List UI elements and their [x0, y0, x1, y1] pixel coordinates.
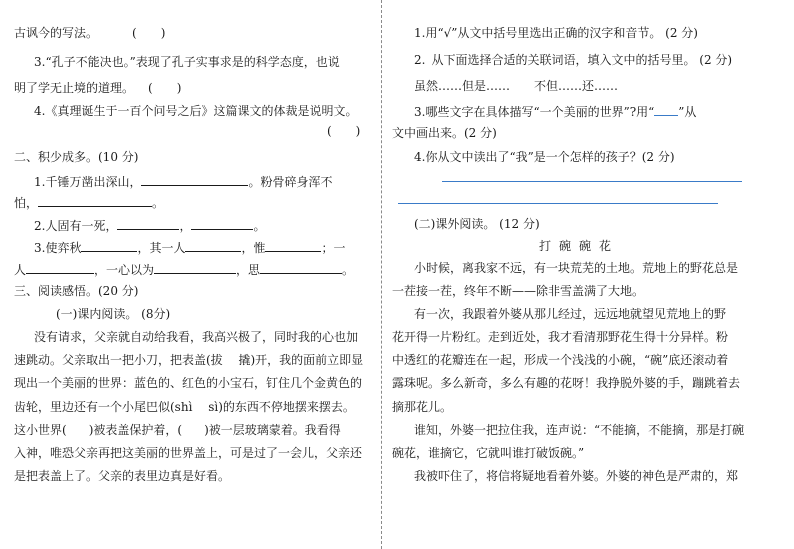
text: ， — [179, 219, 192, 233]
text: 3.哪些文字在具体描写“一个美丽的世界”?用“ — [414, 105, 655, 119]
passage-line: 有一次，我跟着外婆从那儿经过，远远地就望见荒地上的野 — [414, 307, 727, 321]
text: 这小世界( — [14, 423, 67, 437]
passage-line: 摘那花儿。 — [392, 400, 453, 414]
text: 。 — [342, 263, 355, 277]
text: ，一心以为 — [94, 263, 155, 277]
left-line-2: 3.“孔子不能决也。”表现了孔子实事求是的科学态度，也说 — [34, 55, 340, 69]
left-line-4: 4.《真理诞生于一百个问号之后》这篇课文的体裁是说明文。 — [34, 104, 358, 118]
subsection-in-class: (一)课内阅读。 (8分) — [56, 307, 171, 321]
question-1: 1.用“√”从文中括号里选出正确的汉字和音节。 (2 分) — [414, 26, 698, 40]
text: ，其一人 — [137, 241, 186, 255]
fill-blank[interactable] — [38, 193, 152, 207]
answer-paren[interactable]: ( ) — [132, 26, 166, 40]
question-2: 2. 从下面选择合适的关联词语，填入文中的括号里。 (2 分) — [414, 53, 733, 67]
q3-line-2 — [14, 260, 354, 278]
passage-line: 现出一个美丽的世界：蓝色的、红色的小宝石，钉住几个金黄色的 — [14, 376, 363, 390]
column-divider — [381, 0, 382, 549]
q3-line — [34, 238, 346, 256]
text: 3.使弈秋 — [34, 241, 82, 255]
passage-line — [14, 422, 341, 438]
answer-line[interactable] — [398, 203, 718, 204]
passage-line: 我被吓住了，将信将疑地看着外婆。外婆的神色是严肃的，郑 — [414, 469, 739, 483]
question-4: 4.你从文中读出了“我”是一个怎样的孩子？(2 分) — [414, 150, 675, 164]
question-3-cont: 文中画出来。(2 分) — [392, 126, 497, 140]
left-line-1 — [14, 25, 165, 41]
subsection-extra-reading: (二)课外阅读。 (12 分) — [414, 217, 540, 231]
text: )被一层玻璃蒙着。我看得 — [204, 423, 341, 437]
passage-line: 是把表盖上了。父亲的表里边真是好看。 — [14, 469, 231, 483]
text: ，惟 — [241, 241, 266, 255]
passage-line: 小时候，离我家不远，有一块荒芜的土地。荒地上的野花总是 — [414, 261, 739, 275]
q1-line — [34, 172, 332, 190]
text: 明了学无止境的道理。 — [14, 81, 135, 95]
text: 人 — [14, 263, 27, 277]
answer-paren[interactable]: ( ) — [148, 81, 182, 95]
text: 2.人固有一死， — [34, 219, 118, 233]
text: ”从 — [678, 105, 697, 119]
fill-blank[interactable] — [260, 260, 342, 274]
text: 1.千锤万凿出深山， — [34, 175, 142, 189]
answer-line[interactable] — [442, 181, 742, 182]
passage-title: 打碗碗花 — [539, 239, 620, 253]
text: 怕， — [14, 196, 39, 210]
question-3 — [414, 102, 696, 120]
text: 。粉骨碎身浑不 — [248, 175, 333, 189]
text: 。 — [253, 219, 266, 233]
passage-line: 一茬接一茬，终年不断——除非雪盖满了大地。 — [392, 284, 645, 298]
fill-blank[interactable] — [117, 216, 179, 230]
passage-line: 中透红的花瓣连在一起，形成一个浅浅的小碗，“碗”底还滚动着 — [392, 353, 729, 367]
left-line-3 — [14, 80, 181, 96]
fill-blank[interactable] — [265, 238, 321, 252]
fill-blank[interactable] — [81, 238, 137, 252]
section-2-heading: 二、积少成多。(10 分) — [14, 150, 139, 164]
text: 。 — [152, 196, 165, 210]
conjunction-options: 虽然……但是…… 不但……还…… — [414, 79, 619, 93]
text: ，思 — [236, 263, 261, 277]
fill-blank[interactable] — [141, 172, 248, 186]
passage-line: 入神，唯恐父亲再把这美丽的世界盖上，可是过了一会儿，父亲还 — [14, 446, 363, 460]
q1-line-2 — [14, 193, 164, 211]
text: 古讽今的写法。 — [14, 26, 99, 40]
passage-line: 没有请求，父亲就自动给我看，我高兴极了，同时我的心也加 — [34, 330, 359, 344]
text: )被表盖保护着，( — [88, 423, 183, 437]
passage-line: 碗花，谁摘它，它就叫谁打破饭碗。” — [392, 446, 585, 460]
passage-line: 速跳动。父亲取出一把小刀，把表盖(拔 撬)开，我的面前立即显 — [14, 353, 364, 367]
fill-blank[interactable] — [185, 238, 241, 252]
fill-blank[interactable] — [154, 260, 236, 274]
passage-line: 谁知，外婆一把拉住我，连声说：“不能摘，不能摘，那是打碗 — [414, 423, 745, 437]
passage-line: 花开得一片粉红。走到近处，我才看清那野花生得十分异样。粉 — [392, 330, 729, 344]
passage-line: 露珠呢。多么新奇，多么有趣的花呀！我挣脱外婆的手，蹦跳着去 — [392, 376, 741, 390]
section-3-heading: 三、阅读感悟。(20 分) — [14, 284, 139, 298]
fill-blank[interactable] — [26, 260, 94, 274]
text: ；一 — [321, 241, 346, 255]
fill-blank[interactable] — [191, 216, 253, 230]
answer-paren[interactable]: ( ) — [327, 124, 361, 138]
underline-sample — [654, 102, 678, 116]
q2-line — [34, 216, 265, 234]
passage-line: 齿轮，里边还有一个小尾巴似(shì sì)的东西不停地摆来摆去。 — [14, 400, 355, 414]
